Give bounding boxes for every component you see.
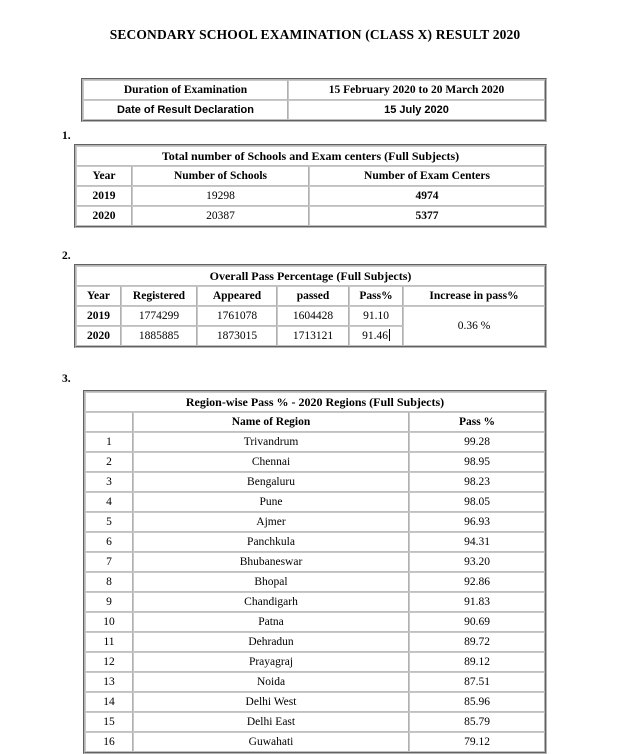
cell-region-name: Dehradun <box>133 632 409 652</box>
cell-appeared: 1873015 <box>197 326 277 346</box>
cell-region-name: Patna <box>133 612 409 632</box>
table-row <box>83 100 545 120</box>
cell-region-pass-percent: 89.12 <box>409 652 545 672</box>
cell-serial-number: 6 <box>85 532 133 552</box>
cell-region-name: Bhopal <box>133 572 409 592</box>
table-header-row <box>85 412 545 432</box>
cell-serial-number: 16 <box>85 732 133 752</box>
cell-number-of-exam-centers: 4974 <box>309 186 545 206</box>
table-header-row <box>76 166 545 186</box>
cell-serial-number: 1 <box>85 432 133 452</box>
table-row <box>85 592 545 612</box>
cell-year: 2019 <box>76 306 121 326</box>
cell-serial-number: 13 <box>85 672 133 692</box>
cell-appeared: 1761078 <box>197 306 277 326</box>
cell-region-name: Delhi West <box>133 692 409 712</box>
cell-region-name: Chennai <box>133 452 409 472</box>
table-row <box>85 432 545 452</box>
cell-pass-percent: 91.10 <box>349 306 403 326</box>
cell-serial-number: 12 <box>85 652 133 672</box>
cell-serial-number: 15 <box>85 712 133 732</box>
column-header-pass-percent: Pass% <box>349 286 403 306</box>
cell-region-name: Noida <box>133 672 409 692</box>
cell-year: 2019 <box>76 186 132 206</box>
column-header-appeared: Appeared <box>197 286 277 306</box>
duration-of-examination-label: Duration of Examination <box>83 80 288 100</box>
cell-serial-number: 5 <box>85 512 133 532</box>
cell-region-name: Guwahati <box>133 732 409 752</box>
cell-number-of-schools: 19298 <box>132 186 309 206</box>
cell-region-pass-percent: 90.69 <box>409 612 545 632</box>
region-wise-pass-percentage-table <box>83 390 547 754</box>
column-header-year: Year <box>76 166 132 186</box>
cell-serial-number: 9 <box>85 592 133 612</box>
table-caption-row <box>85 392 545 412</box>
cell-region-pass-percent: 94.31 <box>409 532 545 552</box>
section-marker-3: 3. <box>62 373 71 385</box>
table-row <box>76 206 545 226</box>
cell-number-of-schools: 20387 <box>132 206 309 226</box>
cell-serial-number: 7 <box>85 552 133 572</box>
table-row <box>85 532 545 552</box>
schools-table-caption: Total number of Schools and Exam centers (Full Subjects) <box>76 146 545 166</box>
cell-region-pass-percent: 93.20 <box>409 552 545 572</box>
table-header-row <box>76 286 545 306</box>
regions-table-caption: Region-wise Pass % - 2020 Regions (Full Subjects) <box>85 392 545 412</box>
cell-pass-percent-value: 91.46 <box>362 329 388 342</box>
cell-serial-number: 2 <box>85 452 133 472</box>
cell-passed: 1604428 <box>277 306 349 326</box>
table-caption-row <box>76 266 545 286</box>
table-row <box>85 632 545 652</box>
table-row <box>76 306 545 326</box>
cell-year: 2020 <box>76 326 121 346</box>
column-header-registered: Registered <box>121 286 197 306</box>
section-marker-1: 1. <box>62 130 71 142</box>
cell-region-pass-percent: 85.79 <box>409 712 545 732</box>
cell-region-name: Bhubaneswar <box>133 552 409 572</box>
column-header-pass-percent: Pass % <box>409 412 545 432</box>
cell-region-pass-percent: 92.86 <box>409 572 545 592</box>
text-cursor-caret <box>389 329 390 341</box>
table-caption-row <box>76 146 545 166</box>
cell-serial-number: 10 <box>85 612 133 632</box>
cell-year: 2020 <box>76 206 132 226</box>
cell-region-pass-percent: 85.96 <box>409 692 545 712</box>
cell-region-pass-percent: 91.83 <box>409 592 545 612</box>
cell-region-pass-percent: 98.23 <box>409 472 545 492</box>
cell-serial-number: 3 <box>85 472 133 492</box>
cell-region-name: Panchkula <box>133 532 409 552</box>
table-row <box>85 572 545 592</box>
cell-pass-percent-active[interactable] <box>349 326 403 346</box>
date-of-result-declaration-label: Date of Result Declaration <box>83 100 288 120</box>
page-title: SECONDARY SCHOOL EXAMINATION (CLASS X) RESULT 2020 <box>109 27 521 42</box>
table-row <box>85 472 545 492</box>
table-row <box>85 492 545 512</box>
column-header-year: Year <box>76 286 121 306</box>
cell-region-pass-percent: 87.51 <box>409 672 545 692</box>
table-row <box>85 512 545 532</box>
table-row <box>85 732 545 752</box>
cell-region-pass-percent: 99.28 <box>409 432 545 452</box>
cell-region-name: Prayagraj <box>133 652 409 672</box>
cell-region-name: Ajmer <box>133 512 409 532</box>
table-row <box>85 692 545 712</box>
cell-serial-number: 11 <box>85 632 133 652</box>
schools-and-centers-table <box>74 144 547 228</box>
cell-serial-number: 4 <box>85 492 133 512</box>
column-header-number-of-schools: Number of Schools <box>132 166 309 186</box>
column-header-passed: passed <box>277 286 349 306</box>
cell-region-name: Chandigarh <box>133 592 409 612</box>
cell-region-name: Trivandrum <box>133 432 409 452</box>
column-header-number-of-exam-centers: Number of Exam Centers <box>309 166 545 186</box>
cell-region-name: Bengaluru <box>133 472 409 492</box>
cell-region-pass-percent: 96.93 <box>409 512 545 532</box>
column-header-serial-number <box>85 412 133 432</box>
cell-region-name: Delhi East <box>133 712 409 732</box>
table-row <box>85 652 545 672</box>
cell-passed: 1713121 <box>277 326 349 346</box>
table-row <box>85 712 545 732</box>
table-row <box>85 452 545 472</box>
column-header-increase-in-pass-percent: Increase in pass% <box>403 286 545 306</box>
overall-table-caption: Overall Pass Percentage (Full Subjects) <box>76 266 545 286</box>
cell-number-of-exam-centers: 5377 <box>309 206 545 226</box>
cell-region-pass-percent: 98.95 <box>409 452 545 472</box>
date-of-result-declaration-value: 15 July 2020 <box>288 100 545 120</box>
table-row <box>85 672 545 692</box>
cell-region-pass-percent: 98.05 <box>409 492 545 512</box>
cell-region-pass-percent: 79.12 <box>409 732 545 752</box>
cell-region-pass-percent: 89.72 <box>409 632 545 652</box>
table-row <box>85 552 545 572</box>
cell-registered: 1885885 <box>121 326 197 346</box>
overall-pass-percentage-table <box>74 264 547 348</box>
cell-region-name: Pune <box>133 492 409 512</box>
table-row <box>76 186 545 206</box>
table-row <box>85 612 545 632</box>
column-header-name-of-region: Name of Region <box>133 412 409 432</box>
section-marker-2: 2. <box>62 250 71 262</box>
duration-of-examination-value: 15 February 2020 to 20 March 2020 <box>288 80 545 100</box>
cell-serial-number: 8 <box>85 572 133 592</box>
table-row <box>83 80 545 100</box>
exam-info-table <box>81 78 547 122</box>
cell-increase-in-pass-percent: 0.36 % <box>403 306 545 346</box>
cell-serial-number: 14 <box>85 692 133 712</box>
cell-registered: 1774299 <box>121 306 197 326</box>
